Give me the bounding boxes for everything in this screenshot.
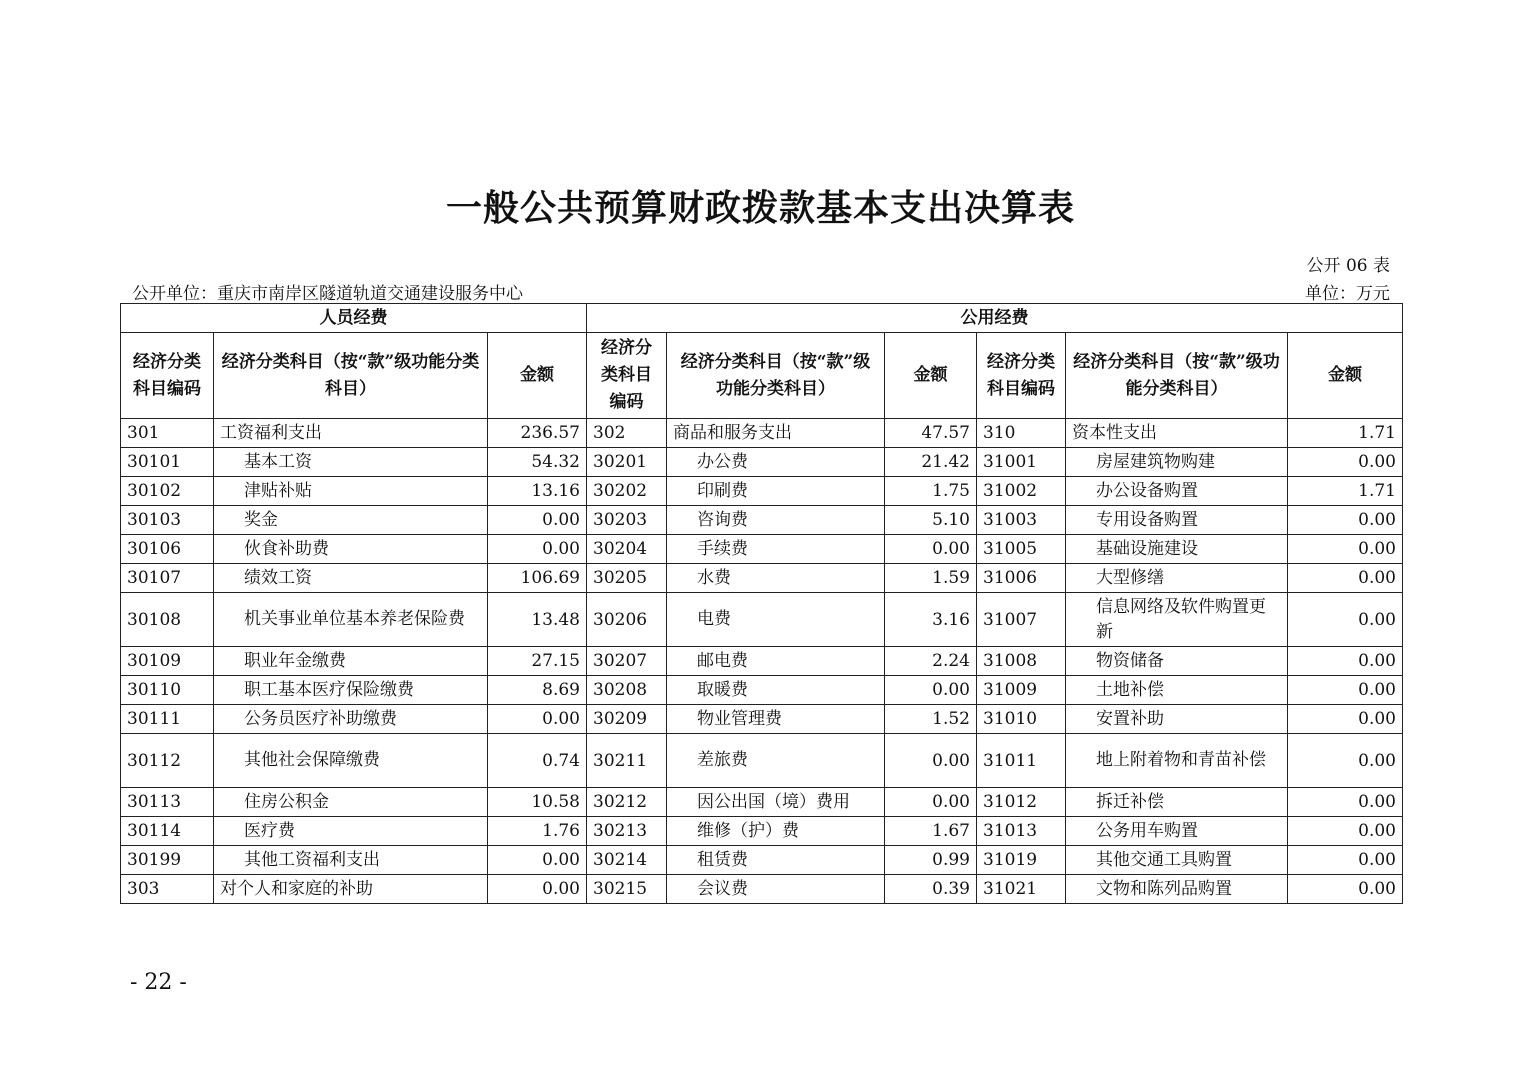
economic-code-cell: 310 (977, 419, 1066, 448)
economic-item-name-cell: 机关事业单位基本养老保险费 (214, 593, 488, 647)
amount-cell: 106.69 (488, 564, 587, 593)
economic-item-name-cell: 奖金 (214, 506, 488, 535)
table-row (121, 817, 1403, 846)
column-header-code: 经济分类科目编码 (587, 333, 667, 419)
amount-cell: 0.00 (1288, 705, 1403, 734)
amount-cell: 21.42 (885, 448, 977, 477)
economic-item-name-cell: 水费 (667, 564, 885, 593)
economic-code-cell: 30205 (587, 564, 667, 593)
amount-cell: 0.00 (1288, 734, 1403, 788)
amount-cell: 0.00 (1288, 506, 1403, 535)
economic-code-cell: 30211 (587, 734, 667, 788)
economic-code-cell: 31021 (977, 875, 1066, 904)
economic-item-name-cell: 基本工资 (214, 448, 488, 477)
economic-item-name-cell: 咨询费 (667, 506, 885, 535)
amount-cell: 54.32 (488, 448, 587, 477)
amount-cell: 0.00 (488, 846, 587, 875)
amount-cell: 5.10 (885, 506, 977, 535)
amount-cell: 0.39 (885, 875, 977, 904)
amount-cell: 0.00 (885, 535, 977, 564)
economic-code-cell: 30209 (587, 705, 667, 734)
amount-cell: 2.24 (885, 647, 977, 676)
group-header-personnel: 人员经费 (121, 304, 587, 333)
amount-cell: 47.57 (885, 419, 977, 448)
economic-item-name-cell: 印刷费 (667, 477, 885, 506)
amount-cell: 0.00 (488, 875, 587, 904)
economic-item-name-cell: 物资储备 (1066, 647, 1288, 676)
amount-cell: 0.00 (1288, 788, 1403, 817)
column-header-name: 经济分类科目（按“款”级功能分类科目） (667, 333, 885, 419)
economic-item-name-cell: 医疗费 (214, 817, 488, 846)
amount-cell: 0.00 (488, 506, 587, 535)
economic-item-name-cell: 其他工资福利支出 (214, 846, 488, 875)
table-row (121, 705, 1403, 734)
economic-item-name-cell: 办公费 (667, 448, 885, 477)
economic-code-cell: 30113 (121, 788, 214, 817)
economic-code-cell: 31011 (977, 734, 1066, 788)
economic-item-name-cell: 土地补偿 (1066, 676, 1288, 705)
economic-item-name-cell: 会议费 (667, 875, 885, 904)
economic-item-name-cell: 商品和服务支出 (667, 419, 885, 448)
table-row (121, 477, 1403, 506)
economic-item-name-cell: 资本性支出 (1066, 419, 1288, 448)
economic-item-name-cell: 拆迁补偿 (1066, 788, 1288, 817)
economic-item-name-cell: 物业管理费 (667, 705, 885, 734)
table-row (121, 593, 1403, 647)
amount-cell: 13.48 (488, 593, 587, 647)
economic-code-cell: 31003 (977, 506, 1066, 535)
economic-code-cell: 30106 (121, 535, 214, 564)
economic-item-name-cell: 房屋建筑物购建 (1066, 448, 1288, 477)
economic-item-name-cell: 邮电费 (667, 647, 885, 676)
economic-item-name-cell: 对个人和家庭的补助 (214, 875, 488, 904)
budget-table (120, 303, 1403, 904)
amount-cell: 10.58 (488, 788, 587, 817)
column-header-amount: 金额 (1288, 333, 1403, 419)
economic-item-name-cell: 其他社会保障缴费 (214, 734, 488, 788)
amount-cell: 0.00 (488, 535, 587, 564)
economic-item-name-cell: 公务用车购置 (1066, 817, 1288, 846)
amount-cell: 27.15 (488, 647, 587, 676)
economic-item-name-cell: 职业年金缴费 (214, 647, 488, 676)
economic-code-cell: 30108 (121, 593, 214, 647)
economic-code-cell: 30112 (121, 734, 214, 788)
economic-code-cell: 30114 (121, 817, 214, 846)
amount-cell: 0.00 (1288, 846, 1403, 875)
column-header-code: 经济分类科目编码 (977, 333, 1066, 419)
economic-item-name-cell: 安置补助 (1066, 705, 1288, 734)
amount-cell: 3.16 (885, 593, 977, 647)
form-number: 公开 06 表 (1306, 256, 1390, 276)
page-number: - 22 - (130, 970, 187, 995)
amount-cell: 1.71 (1288, 419, 1403, 448)
amount-cell: 0.00 (1288, 676, 1403, 705)
economic-item-name-cell: 住房公积金 (214, 788, 488, 817)
table-row (121, 647, 1403, 676)
amount-cell: 1.76 (488, 817, 587, 846)
economic-code-cell: 30110 (121, 676, 214, 705)
economic-code-cell: 31010 (977, 705, 1066, 734)
economic-code-cell: 30208 (587, 676, 667, 705)
amount-cell: 0.74 (488, 734, 587, 788)
economic-code-cell: 31013 (977, 817, 1066, 846)
economic-code-cell: 30202 (587, 477, 667, 506)
group-header-public: 公用经费 (587, 304, 1403, 333)
economic-item-name-cell: 伙食补助费 (214, 535, 488, 564)
amount-cell: 1.52 (885, 705, 977, 734)
amount-cell: 1.71 (1288, 477, 1403, 506)
economic-code-cell: 30199 (121, 846, 214, 875)
economic-code-cell: 30201 (587, 448, 667, 477)
table-row (121, 448, 1403, 477)
amount-cell: 0.00 (1288, 817, 1403, 846)
economic-code-cell: 30206 (587, 593, 667, 647)
amount-cell: 0.00 (1288, 593, 1403, 647)
economic-code-cell: 301 (121, 419, 214, 448)
economic-item-name-cell: 取暖费 (667, 676, 885, 705)
economic-code-cell: 30214 (587, 846, 667, 875)
table-row (121, 506, 1403, 535)
table-row (121, 734, 1403, 788)
amount-cell: 0.00 (885, 734, 977, 788)
economic-code-cell: 31005 (977, 535, 1066, 564)
economic-code-cell: 31008 (977, 647, 1066, 676)
economic-item-name-cell: 租赁费 (667, 846, 885, 875)
column-header-name: 经济分类科目（按“款”级功能分类科目） (1066, 333, 1288, 419)
economic-code-cell: 30215 (587, 875, 667, 904)
economic-code-cell: 30213 (587, 817, 667, 846)
economic-code-cell: 303 (121, 875, 214, 904)
economic-code-cell: 31002 (977, 477, 1066, 506)
economic-item-name-cell: 基础设施建设 (1066, 535, 1288, 564)
table-row (121, 788, 1403, 817)
economic-code-cell: 31001 (977, 448, 1066, 477)
economic-code-cell: 31019 (977, 846, 1066, 875)
economic-item-name-cell: 文物和陈列品购置 (1066, 875, 1288, 904)
economic-code-cell: 30111 (121, 705, 214, 734)
amount-cell: 0.00 (1288, 647, 1403, 676)
table-row (121, 535, 1403, 564)
amount-cell: 0.00 (488, 705, 587, 734)
economic-code-cell: 30204 (587, 535, 667, 564)
amount-cell: 1.75 (885, 477, 977, 506)
table-row (121, 419, 1403, 448)
amount-cell: 1.67 (885, 817, 977, 846)
economic-item-name-cell: 信息网络及软件购置更新 (1066, 593, 1288, 647)
amount-cell: 0.00 (885, 676, 977, 705)
currency-unit: 单位：万元 (1305, 284, 1390, 304)
economic-code-cell: 30109 (121, 647, 214, 676)
amount-cell: 13.16 (488, 477, 587, 506)
economic-item-name-cell: 大型修缮 (1066, 564, 1288, 593)
amount-cell: 0.00 (1288, 564, 1403, 593)
economic-code-cell: 30107 (121, 564, 214, 593)
amount-cell: 1.59 (885, 564, 977, 593)
economic-item-name-cell: 其他交通工具购置 (1066, 846, 1288, 875)
economic-code-cell: 30212 (587, 788, 667, 817)
column-header-name: 经济分类科目（按“款”级功能分类科目） (214, 333, 488, 419)
column-header-code: 经济分类科目编码 (121, 333, 214, 419)
table-row (121, 846, 1403, 875)
economic-item-name-cell: 手续费 (667, 535, 885, 564)
table-row (121, 875, 1403, 904)
economic-code-cell: 30207 (587, 647, 667, 676)
economic-code-cell: 30203 (587, 506, 667, 535)
economic-code-cell: 302 (587, 419, 667, 448)
column-header-amount: 金额 (488, 333, 587, 419)
economic-item-name-cell: 因公出国（境）费用 (667, 788, 885, 817)
economic-code-cell: 31007 (977, 593, 1066, 647)
amount-cell: 236.57 (488, 419, 587, 448)
economic-code-cell: 31006 (977, 564, 1066, 593)
economic-item-name-cell: 绩效工资 (214, 564, 488, 593)
table-row (121, 564, 1403, 593)
economic-item-name-cell: 职工基本医疗保险缴费 (214, 676, 488, 705)
economic-item-name-cell: 电费 (667, 593, 885, 647)
amount-cell: 8.69 (488, 676, 587, 705)
economic-code-cell: 31009 (977, 676, 1066, 705)
economic-item-name-cell: 地上附着物和青苗补偿 (1066, 734, 1288, 788)
economic-code-cell: 31012 (977, 788, 1066, 817)
economic-item-name-cell: 专用设备购置 (1066, 506, 1288, 535)
publishing-unit: 公开单位：重庆市南岸区隧道轨道交通建设服务中心 (132, 284, 523, 304)
amount-cell: 0.00 (1288, 875, 1403, 904)
economic-item-name-cell: 公务员医疗补助缴费 (214, 705, 488, 734)
column-header-amount: 金额 (885, 333, 977, 419)
economic-item-name-cell: 差旅费 (667, 734, 885, 788)
economic-item-name-cell: 津贴补贴 (214, 477, 488, 506)
economic-code-cell: 30103 (121, 506, 214, 535)
amount-cell: 0.00 (885, 788, 977, 817)
economic-item-name-cell: 维修（护）费 (667, 817, 885, 846)
amount-cell: 0.99 (885, 846, 977, 875)
economic-item-name-cell: 工资福利支出 (214, 419, 488, 448)
economic-code-cell: 30102 (121, 477, 214, 506)
economic-code-cell: 30101 (121, 448, 214, 477)
amount-cell: 0.00 (1288, 535, 1403, 564)
amount-cell: 0.00 (1288, 448, 1403, 477)
table-row (121, 676, 1403, 705)
page-title: 一般公共预算财政拨款基本支出决算表 (445, 188, 1075, 229)
economic-item-name-cell: 办公设备购置 (1066, 477, 1288, 506)
